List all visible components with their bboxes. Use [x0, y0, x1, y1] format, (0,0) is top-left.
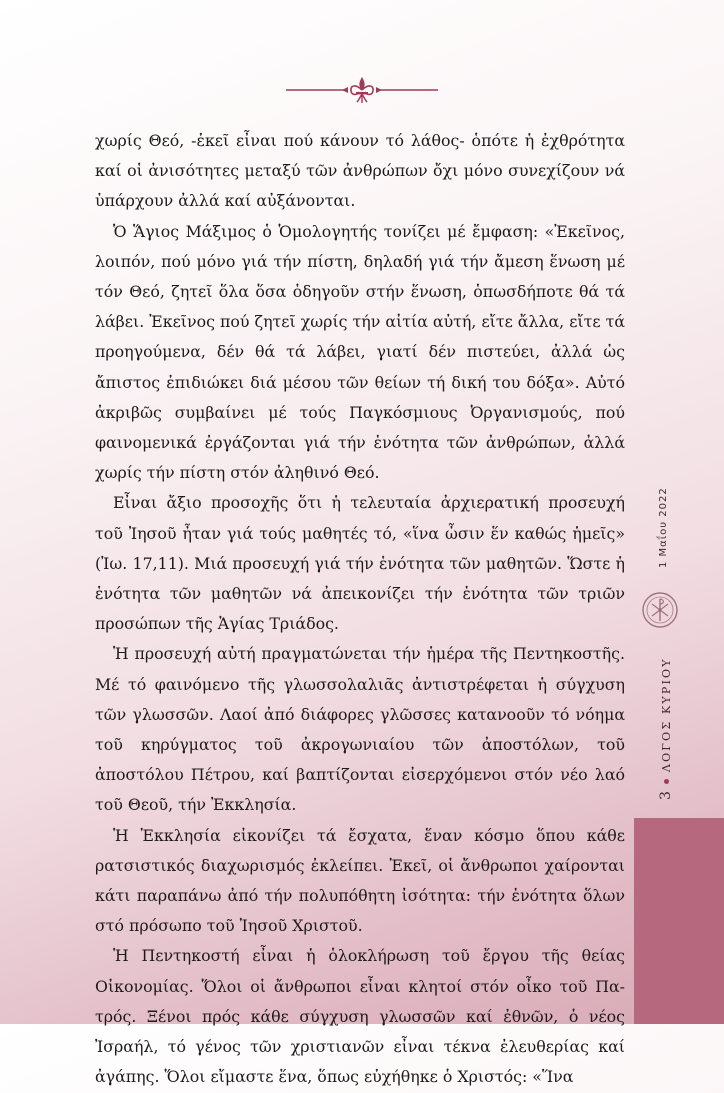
journal-title: ΛΟΓΟΣ ΚΥΡΙΟΥ — [659, 657, 673, 773]
paragraph: χωρίς Θεό, -ἐκεῖ εἶναι πού κάνουν τό λάθος- ὁπότε ἡ ἐχθρότητα καί οἱ ἀνισότητες μεταξύ τῶν ἀνθρώπων ὄχι μόνο συνεχίζουν νά ὑπάρχουν ἀλλά καί αὐξάνονται. — [95, 131, 625, 211]
separator-dot-icon — [664, 779, 669, 784]
page-edge-tab — [634, 818, 724, 1024]
paragraph: Εἶναι ἄξιο προσοχῆς ὅτι ἡ τελευταία ἀρχιερατική προσευχή τοῦ Ἰησοῦ ἦταν γιά τούς μαθητές τό, «ἵνα ὦσιν ἕν καθώς ἡμεῖς» (Ἰω. 17,11). Μιά προσευχή γιά τήν ἑνότητα τῶν μαθητῶν. Ὥστε ἡ ἑνότητα τῶν μαθητῶν νά ἀπεικονίζει τήν ἑνότητα τῶν τριῶν προσώπων τῆς Ἁγίας Τριάδος. — [95, 493, 625, 634]
paragraph: Ἡ προσευχή αὐτή πραγματώνεται τήν ἡμέρα τῆς Πεντηκοστῆς. Μέ τό φαινόμενο τῆς γλωσσολαλιᾶς ἀντιστρέφεται ἡ σύγχυση τῶν γλωσσῶν. Λαοί ἀπό διάφορες γλῶσσες κατανοοῦν τό νόημα τοῦ κηρύγματος τοῦ ἀκρογωνιαίου τῶν ἀποστόλων, τοῦ ἀποστόλου Πέτρου, καί βαπτίζονται εἰσερχόμενοι στόν νέο λαό τοῦ Θεοῦ, τήν Ἐκκλησία. — [95, 644, 625, 815]
issue-date: 1 Μαΐου 2022 — [658, 487, 669, 568]
page-number: 3 — [658, 791, 674, 800]
paragraph: Ὁ Ἅγιος Μάξιμος ὁ Ὁμολογητής τονίζει μέ ἔμφαση: «Ἐκεῖνος, λοιπόν, πού μόνο γιά τήν πίστη, δηλαδή γιά τήν ἄμεση ἕνωση μέ τόν Θεό, ζητεῖ ὅλα ὅσα ὁδηγοῦν στήν ἕνωση, ὁπωσδήποτε θά τά λάβει. Ἐκεῖνος πού ζητεῖ χωρίς τήν αἰτία αὐτή, εἴτε ἄλλα, εἴτε τά προηγούμενα, δέν θά τά λάβει, γιατί δέν πιστεύει, ἀλλά ὡς ἄπιστος ἐπιδιώκει διά μέσου τῶν θείων τή δική του δόξα». Αὐτό ἀκριβῶς συμβαίνει μέ τούς Παγκόσμιους Ὀργανισμούς, πού φαινομενικά ἐργάζονται γιά τήν ἑνότητα τῶν ἀνθρώπων, ἀλλά χωρίς τήν πίστη στόν ἀληθινό Θεό. — [95, 221, 625, 483]
article-body — [95, 126, 625, 1093]
paragraph: Ἡ Πεντηκοστή εἶναι ἡ ὁλοκλήρωση τοῦ ἔργου τῆς θείας Οἰκονομίας. Ὅλοι οἱ ἄνθρωποι εἶναι κλητοί στόν οἶκο τοῦ Πατρός. Ξένοι πρός κάθε σύγχυση γλωσσῶν καί ἐθνῶν, ὁ νέος Ἰσραήλ, τό γένος τῶν χριστιανῶν εἶναι τέκνα ἐλευθερίας καί ἀγάπης. Ὅλοι εἴμαστε ἕνα, ὅπως εὐχήθηκε ὁ Χριστός: «Ἵνα — [95, 946, 625, 1087]
paragraph: Ἡ Ἐκκλησία εἰκονίζει τά ἔσχατα, ἕναν κόσμο ὅπου κάθε ρατσιστικός διαχωρισμός ἐκλείπει. Ἐκεῖ, οἱ ἄνθρωποι χαίρονται κάτι παραπάνω ἀπό τήν πολυπόθητη ἰσότητα: τήν ἑνότητα ὅλων στό πρόσωπο τοῦ Ἰησοῦ Χριστοῦ. — [95, 825, 625, 936]
circular-seal-icon — [640, 590, 680, 630]
running-footer — [658, 657, 674, 800]
fleur-de-lis-ornament-icon — [286, 75, 438, 105]
